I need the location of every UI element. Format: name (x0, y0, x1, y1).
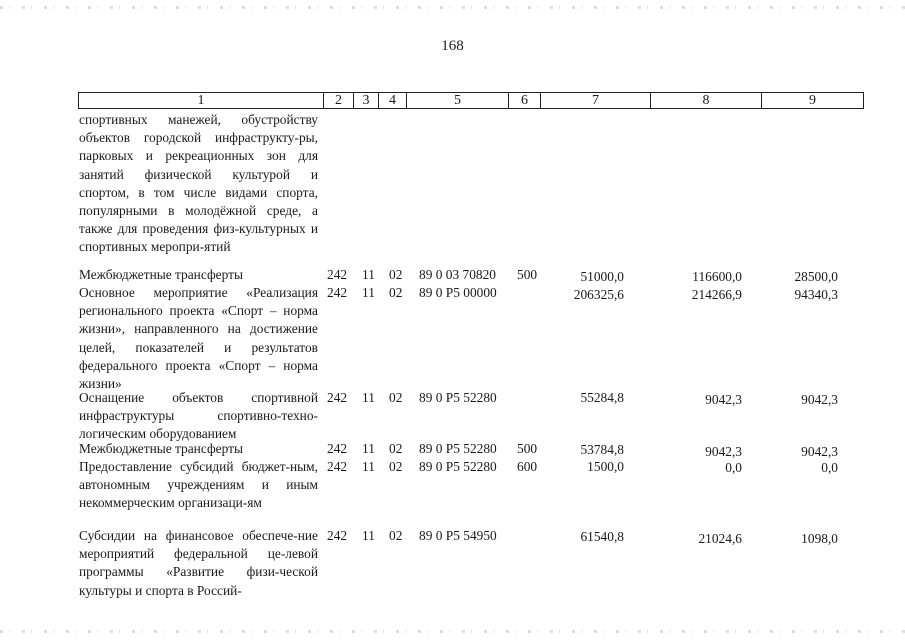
table-cell: 9042,3 (801, 392, 838, 407)
table-cell: 242 (327, 441, 348, 456)
table-cell: 242 (327, 390, 348, 405)
table-cell: 28500,0 (794, 269, 838, 284)
table-cell: 89 0 P5 52280 (419, 390, 497, 405)
table-row-name: Предоставление субсидий бюджет-ным, автономным учреждениям и иным некоммерческим организаци-ям (79, 459, 318, 511)
table-cell: 55284,8 (580, 390, 624, 405)
table-cell: 1500,0 (587, 459, 624, 474)
table-cell: 9042,3 (801, 444, 838, 459)
table-cell: 89 0 P5 54950 (419, 528, 497, 543)
scan-noise-bottom (0, 630, 905, 633)
table-cell: 11 (362, 267, 375, 282)
header-col-4: 4 (379, 93, 407, 108)
table-row-name: Оснащение объектов спортивной инфраструктуры спортивно-техно-логическим оборудованием (79, 390, 318, 442)
table-cell: 206325,6 (573, 287, 624, 302)
table-cell: 1098,0 (801, 531, 838, 546)
table-cell: 11 (362, 390, 375, 405)
header-col-8: 8 (651, 93, 762, 108)
table-cell: 11 (362, 528, 375, 543)
header-col-1: 1 (79, 93, 324, 108)
table-cell: 11 (362, 285, 375, 300)
table-row-name: Субсидии на финансовое обеспече-ние мероприятий федеральной це-левой программы «Развитие физи-ческой культуры и спорта в Россий- (79, 528, 318, 598)
table-cell: 0,0 (821, 460, 838, 475)
table-cell: 89 0 P5 00000 (419, 285, 497, 300)
header-col-2: 2 (324, 93, 354, 108)
table-cell: 242 (327, 528, 348, 543)
table-cell: 242 (327, 285, 348, 300)
table-row-name: Межбюджетные трансферты (79, 441, 243, 456)
table-cell: 116600,0 (692, 269, 742, 284)
table-cell: 500 (517, 267, 538, 282)
page-number: 168 (441, 38, 464, 54)
header-col-6: 6 (509, 93, 541, 108)
table-cell: 89 0 P5 52280 (419, 459, 497, 474)
table-cell: 21024,6 (698, 531, 742, 546)
table-cell: 0,0 (725, 460, 742, 475)
table-cell: 11 (362, 441, 375, 456)
table-cell: 214266,9 (691, 287, 742, 302)
table-cell: 242 (327, 459, 348, 474)
table-cell: 02 (389, 285, 403, 300)
table-cell: 02 (389, 528, 403, 543)
table-cell: 89 0 P5 52280 (419, 441, 497, 456)
table-header (78, 92, 864, 109)
table-cell: 51000,0 (580, 269, 624, 284)
table-cell: 9042,3 (705, 444, 742, 459)
table-cell: 9042,3 (705, 392, 742, 407)
table-cell: 500 (517, 441, 538, 456)
header-col-3: 3 (354, 93, 379, 108)
table-cell: 11 (362, 459, 375, 474)
header-col-5: 5 (407, 93, 509, 108)
table-row-name: Основное мероприятие «Реализация регионального проекта «Спорт – норма жизни», направленного на достижение целей, показателей и результатов федерального проекта «Спорт – норма жизни» (79, 285, 318, 392)
table-cell: 02 (389, 459, 403, 474)
table-cell: 02 (389, 441, 403, 456)
continued-row-text: спортивных манежей, обустройству объектов городской инфраструкту-ры, парковых и рекреационных зон для занятий физической культурой и спортом, в том числе видами спорта, популярными в молодёжной среде, а также для проведения физ-культурных и спортивных меропри-ятий (79, 112, 318, 255)
header-col-9: 9 (809, 93, 816, 108)
scan-noise-top (0, 6, 905, 9)
table-cell: 600 (517, 459, 538, 474)
header-col-7: 7 (541, 93, 651, 108)
table-cell: 53784,8 (580, 442, 624, 457)
table-cell: 02 (389, 390, 403, 405)
table-cell: 02 (389, 267, 403, 282)
table-cell: 242 (327, 267, 348, 282)
table-cell: 94340,3 (794, 287, 838, 302)
table-cell: 89 0 03 70820 (419, 267, 496, 282)
table-row-name: Межбюджетные трансферты (79, 267, 243, 282)
table-cell: 61540,8 (580, 529, 624, 544)
